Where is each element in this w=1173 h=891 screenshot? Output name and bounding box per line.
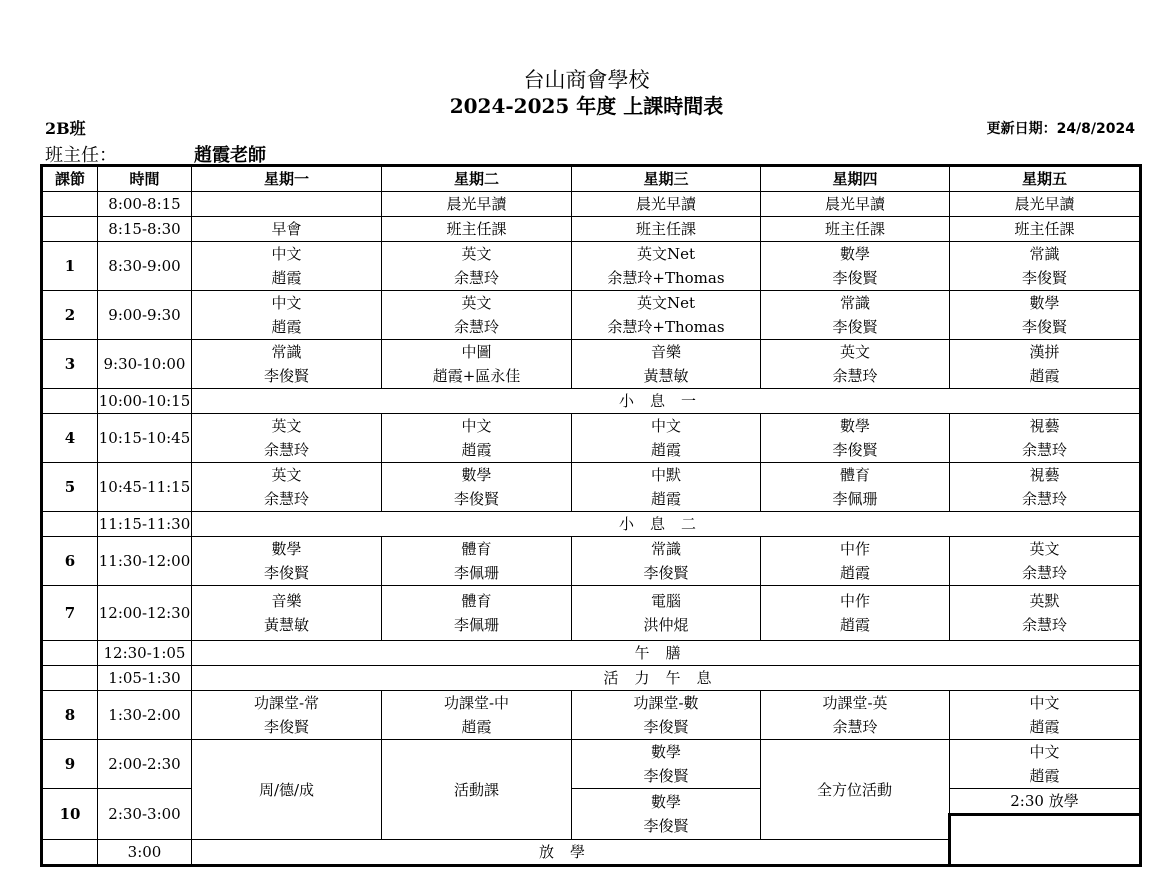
time-cell: 1:30-2:00 [98,691,192,740]
time-cell: 12:30-1:05 [98,641,192,666]
lesson-cell: 中文 趙霞 [192,242,382,291]
table-row [42,192,1141,217]
lesson-cell: 中文 趙霞 [382,414,572,463]
lesson-cell: 中作 趙霞 [761,537,950,586]
lesson-cell: 周/德/成 [192,740,382,840]
lesson-cell: 常識 李俊賢 [192,340,382,389]
homeroom-teacher: 趙霞老師 [194,145,266,166]
header-wed: 星期三 [572,166,761,192]
lesson-cell: 常識 李俊賢 [572,537,761,586]
lunch-label: 午膳 [192,641,1141,666]
lesson-cell: 視藝 余慧玲 [950,463,1141,512]
lesson-cell: 數學 李俊賢 [192,537,382,586]
lesson-cell: 早會 [192,217,382,242]
lesson-cell: 中默 趙霞 [572,463,761,512]
header-period: 課節 [42,166,98,192]
time-cell: 12:00-12:30 [98,586,192,641]
time-cell: 1:05-1:30 [98,666,192,691]
period-number: 10 [42,789,98,840]
lesson-cell: 中文 趙霞 [192,291,382,340]
time-cell: 10:45-11:15 [98,463,192,512]
time-cell: 8:30-9:00 [98,242,192,291]
dismiss-cell: 2:30 放學 [950,789,1141,815]
time-cell: 10:00-10:15 [98,389,192,414]
lesson-cell: 功課堂-中 趙霞 [382,691,572,740]
period-number: 2 [42,291,98,340]
lesson-cell: 功課堂-數 李俊賢 [572,691,761,740]
lesson-cell: 數學 李俊賢 [950,291,1141,340]
lesson-cell: 常識 李俊賢 [950,242,1141,291]
lesson-cell: 數學 李俊賢 [572,740,761,789]
time-cell: 3:00 [98,840,192,866]
lesson-cell: 英文 余慧玲 [192,414,382,463]
lesson-cell [192,192,382,217]
time-cell: 11:15-11:30 [98,512,192,537]
break-label: 小息一 [192,389,1141,414]
period-number: 6 [42,537,98,586]
lesson-cell: 班主任課 [382,217,572,242]
time-cell: 8:15-8:30 [98,217,192,242]
table-row [42,537,1141,586]
lesson-cell: 音樂 黃慧敏 [192,586,382,641]
lesson-cell: 英文 余慧玲 [950,537,1141,586]
lesson-cell: 英文Net 余慧玲+Thomas [572,291,761,340]
time-cell: 2:00-2:30 [98,740,192,789]
lesson-cell: 晨光早讀 [382,192,572,217]
header-tue: 星期二 [382,166,572,192]
lesson-cell: 視藝 余慧玲 [950,414,1141,463]
lesson-cell: 中圖 趙霞+區永佳 [382,340,572,389]
homeroom-label: 班主任： [45,145,117,166]
lesson-cell: 班主任課 [572,217,761,242]
time-cell: 10:15-10:45 [98,414,192,463]
header-time: 時間 [98,166,192,192]
lesson-cell: 英文 余慧玲 [382,291,572,340]
lesson-cell: 功課堂-常 李俊賢 [192,691,382,740]
lesson-cell: 常識 李俊賢 [761,291,950,340]
lesson-cell: 晨光早讀 [950,192,1141,217]
table-row [42,414,1141,463]
break-row [42,666,1141,691]
lesson-cell: 全方位活動 [761,740,950,840]
lesson-cell: 英文 余慧玲 [382,242,572,291]
rest-label: 活力午息 [192,666,1141,691]
dismissal-label: 放學 [192,840,950,866]
lesson-cell: 數學 李俊賢 [761,242,950,291]
break-row [42,641,1141,666]
lesson-cell: 漢拼 趙霞 [950,340,1141,389]
lesson-cell: 中文 趙霞 [950,740,1141,789]
time-cell: 8:00-8:15 [98,192,192,217]
period-number: 7 [42,586,98,641]
header-fri: 星期五 [950,166,1141,192]
lesson-cell: 數學 李俊賢 [382,463,572,512]
period-number: 8 [42,691,98,740]
lesson-cell: 晨光早讀 [761,192,950,217]
lesson-cell: 班主任課 [950,217,1141,242]
table-row [42,217,1141,242]
lesson-cell: 電腦 洪仲焜 [572,586,761,641]
lesson-cell: 班主任課 [761,217,950,242]
period-number: 3 [42,340,98,389]
table-row [42,291,1141,340]
time-cell: 11:30-12:00 [98,537,192,586]
lesson-cell: 英默 余慧玲 [950,586,1141,641]
lesson-cell: 數學 李俊賢 [572,789,761,840]
lesson-cell: 功課堂-英 余慧玲 [761,691,950,740]
table-row [42,340,1141,389]
break-row [42,389,1141,414]
lesson-cell: 中作 趙霞 [761,586,950,641]
timetable [40,164,1142,867]
period-number: 5 [42,463,98,512]
header-row [42,166,1141,192]
lesson-cell: 體育 李佩珊 [761,463,950,512]
lesson-cell: 音樂 黃慧敏 [572,340,761,389]
table-row [42,463,1141,512]
period-number: 9 [42,740,98,789]
break-row [42,512,1141,537]
lesson-cell: 數學 李俊賢 [761,414,950,463]
lesson-cell: 體育 李佩珊 [382,537,572,586]
lesson-cell: 體育 李佩珊 [382,586,572,641]
period-number: 4 [42,414,98,463]
empty-cell [950,815,1141,866]
lesson-cell: 中文 趙霞 [572,414,761,463]
lesson-cell: 英文 余慧玲 [761,340,950,389]
class-name: 2B班 [45,119,86,138]
lesson-cell: 活動課 [382,740,572,840]
table-row [42,586,1141,641]
header-thu: 星期四 [761,166,950,192]
lesson-cell: 晨光早讀 [572,192,761,217]
time-cell: 2:30-3:00 [98,789,192,840]
time-cell: 9:30-10:00 [98,340,192,389]
table-row [42,691,1141,740]
updated-date: 更新日期：24/8/2024 [986,121,1135,137]
lesson-cell: 中文 趙霞 [950,691,1141,740]
page-title: 2024-2025 年度 上課時間表 [449,94,724,118]
lesson-cell: 英文 余慧玲 [192,463,382,512]
table-row [42,242,1141,291]
table-row [42,740,1141,789]
time-cell: 9:00-9:30 [98,291,192,340]
lesson-cell: 英文Net 余慧玲+Thomas [572,242,761,291]
break-label: 小息二 [192,512,1141,537]
period-number: 1 [42,242,98,291]
school-name: 台山商會學校 [523,68,650,92]
header-mon: 星期一 [192,166,382,192]
